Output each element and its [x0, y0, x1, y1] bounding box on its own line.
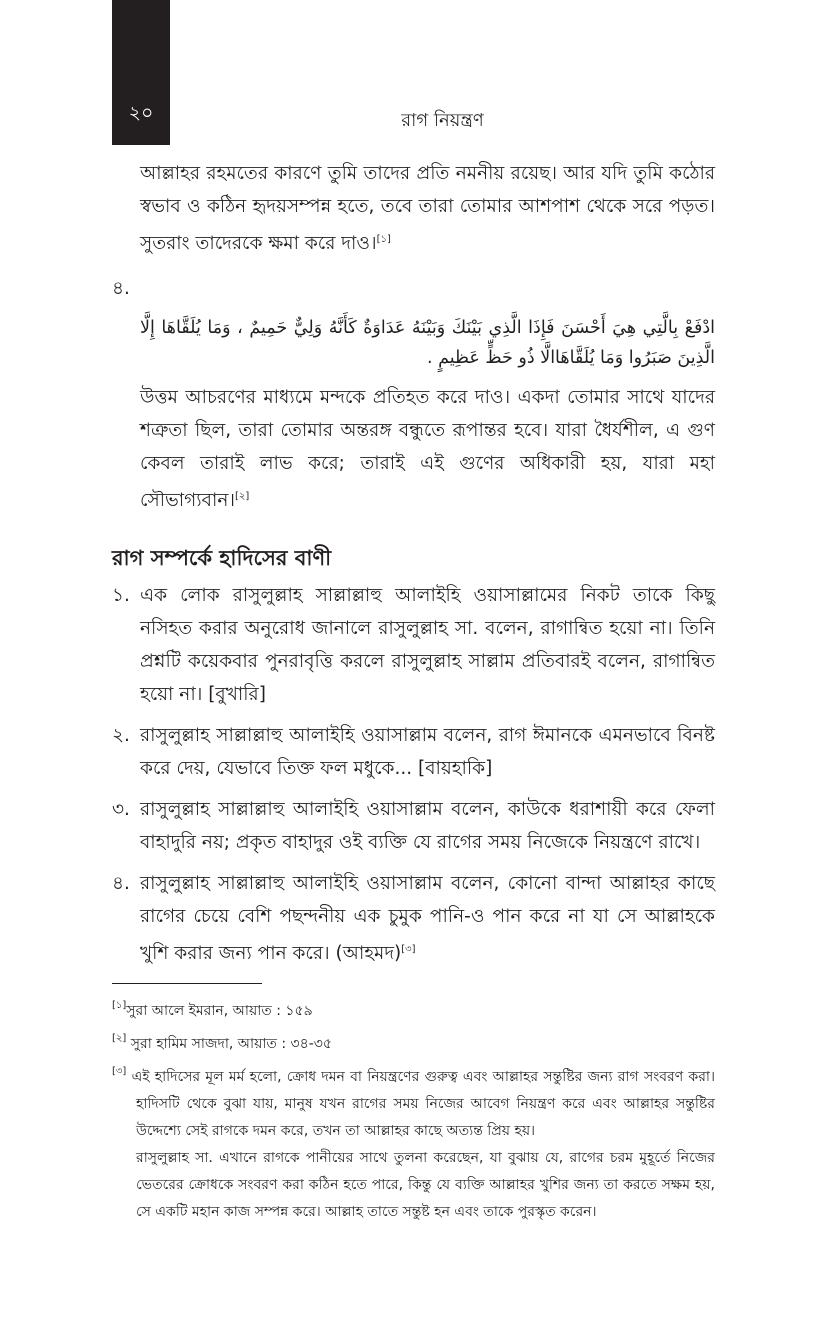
page-number-tab: [112, 0, 170, 145]
footnotes: [112, 992, 715, 1226]
list-text: এক লোক রাসুলুল্লাহ সাল্লাল্লাহু আলাইহি ওয়াসাল্লামের নিকট তাকে কিছু নসিহত করার অনুরোধ জানালে রাসুলুল্লাহ সা. বলেন, রাগান্বিত হয়ো না। তিনি প্রশ্নটি কয়েকবার পুনরাবৃত্তি করলে রাসুলুল্লাহ সাল্লাম প্রতিবারই বলেন, রাগান্বিত হয়ো না। [বুখারি]: [140, 585, 715, 705]
page-number: ২০: [128, 102, 154, 124]
list-text: রাসুলুল্লাহ সাল্লাল্লাহু আলাইহি ওয়াসাল্লাম বলেন, কোনো বান্দা আল্লাহর কাছে রাগের চেয়ে বেশি পছন্দনীয় এক চুমুক পানি-ও পান করে না যা সে আল্লাহকে খুশি করার জন্য পান করে। (আহমদ): [140, 873, 715, 964]
footnote-3: [112, 1058, 715, 1145]
list-text: রাসুলুল্লাহ সাল্লাল্লাহু আলাইহি ওয়াসাল্লাম বলেন, রাগ ঈমানকে এমনভাবে বিনষ্ট করে দেয়, যেভাবে তিক্ত ফল মধুকে... [বায়হাকি]: [140, 725, 715, 779]
list-number: ২.: [112, 725, 130, 746]
footnote-mark: [২]: [112, 1033, 127, 1044]
list-item: [112, 579, 715, 711]
footnote-ref-1[interactable]: [১]: [376, 234, 391, 245]
paragraph-1: [112, 157, 715, 260]
translation-text: উত্তম আচরণের মাধ্যমে মন্দকে প্রতিহত করে দাও। একদা তোমার সাথে যাদের শত্রুতা ছিল, তারা তোমার অন্তরঙ্গ বন্ধুতে রূপান্তর হবে। যারা ধৈর্যশীল, এ গুণ কেবল তারাই লাভ করে; তারাই এই গুণের অধিকারী হয়, যারা মহা সৌভাগ্যবান।: [140, 387, 715, 511]
arabic-verse: ادْفَعْ بِالَّتِي هِيَ أَحْسَنَ فَإِذَا الَّذِي بَيْنَكَ وَبَيْنَهُ عَدَاوَةٌ كَأَنَّهُ وَلِيٌّ حَمِيمٌ ، وَمَا يُلَقَّاهَا إِلَّا الَّذِينَ صَبَرُوا وَمَا يُلَقَّاهَاالَّا ذُو حَظٍّ عَظِيمٍ .: [140, 318, 715, 368]
footnote-mark: [১]: [112, 1000, 127, 1011]
paragraph-text: আল্লাহর রহমতের কারণে তুমি তাদের প্রতি নমনীয় রয়েছ। আর যদি তুমি কঠোর স্বভাব ও কঠিন হৃদয়সম্পন্ন হতে, তবে তারা তোমার আশপাশ থেকে সরে পড়ত। সুতরাং তাদেরকে ক্ষমা করে দাও।: [140, 163, 715, 254]
list-text: রাসুলুল্লাহ সাল্লাল্লাহু আলাইহি ওয়াসাল্লাম বলেন, কাউকে ধরাশায়ী করে ফেলা বাহাদুরি নয়; প্রকৃত বাহাদুর ওই ব্যক্তি যে রাগের সময় নিজেকে নিয়ন্ত্রণে রাখে।: [140, 799, 715, 853]
footnote-2: [112, 1025, 715, 1058]
hadith-list: [112, 579, 715, 970]
footnote-text: এই হাদিসের মূল মর্ম হলো, ক্রোধ দমন বা নিয়ন্ত্রণের গুরুত্ব এবং আল্লাহর সন্তুষ্টির জন্য রাগ সংবরণ করা। হাদিসটি থেকে বুঝা যায়, মানুষ যখন রাগের সময় নিজের আবেগ নিয়ন্ত্রণ করে এবং আল্লাহর সন্তুষ্টির উদ্দেশ্যে সেই রাগকে দমন করে, তখন তা আল্লাহর কাছে অত্যন্ত প্রিয় হয়।: [131, 1069, 715, 1139]
running-title: রাগ নিয়ন্ত্রণ: [401, 110, 484, 131]
main-text: [112, 157, 715, 970]
item-number-4: ৪.: [112, 278, 130, 299]
footnote-ref-2[interactable]: [২]: [234, 491, 250, 502]
footnote-3-continuation: রাসুলুল্লাহ সা. এখানে রাগকে পানীয়ের সাথে তুলনা করেছেন, যা বুঝায় যে, রাগের চরম মুহূর্তে নিজের ভেতরের ক্রোধকে সংবরণ করা কঠিন হতে পারে, কিন্তু যে ব্যক্তি আল্লাহর খুশির জন্য তা করতে সক্ষম হয়, সে একটি মহান কাজ সম্পন্ন করে। আল্লাহ তাতে সন্তুষ্ট হন এবং তাকে পুরস্কৃত করেন।: [136, 1150, 715, 1220]
list-number: ৪.: [112, 873, 130, 894]
list-item: [112, 793, 715, 859]
list-number: ৩.: [112, 799, 130, 820]
footnote-divider: [112, 983, 262, 984]
section-heading: রাগ সম্পর্কে হাদিসের বাণী: [112, 546, 332, 570]
footnote-mark: [৩]: [112, 1066, 127, 1077]
list-item: [112, 867, 715, 970]
footnote-ref-3[interactable]: [৩]: [401, 944, 416, 955]
footnote-1: [112, 992, 715, 1025]
footnote-text: সুরা আলে ইমরান, আয়াত : ১৫৯: [126, 1003, 313, 1019]
list-item: [112, 719, 715, 785]
footnote-text: সুরা হামিম সাজদা, আয়াত : ৩৪-৩৫: [130, 1036, 332, 1052]
verse-translation: [112, 381, 715, 517]
list-number: ১.: [112, 585, 130, 606]
